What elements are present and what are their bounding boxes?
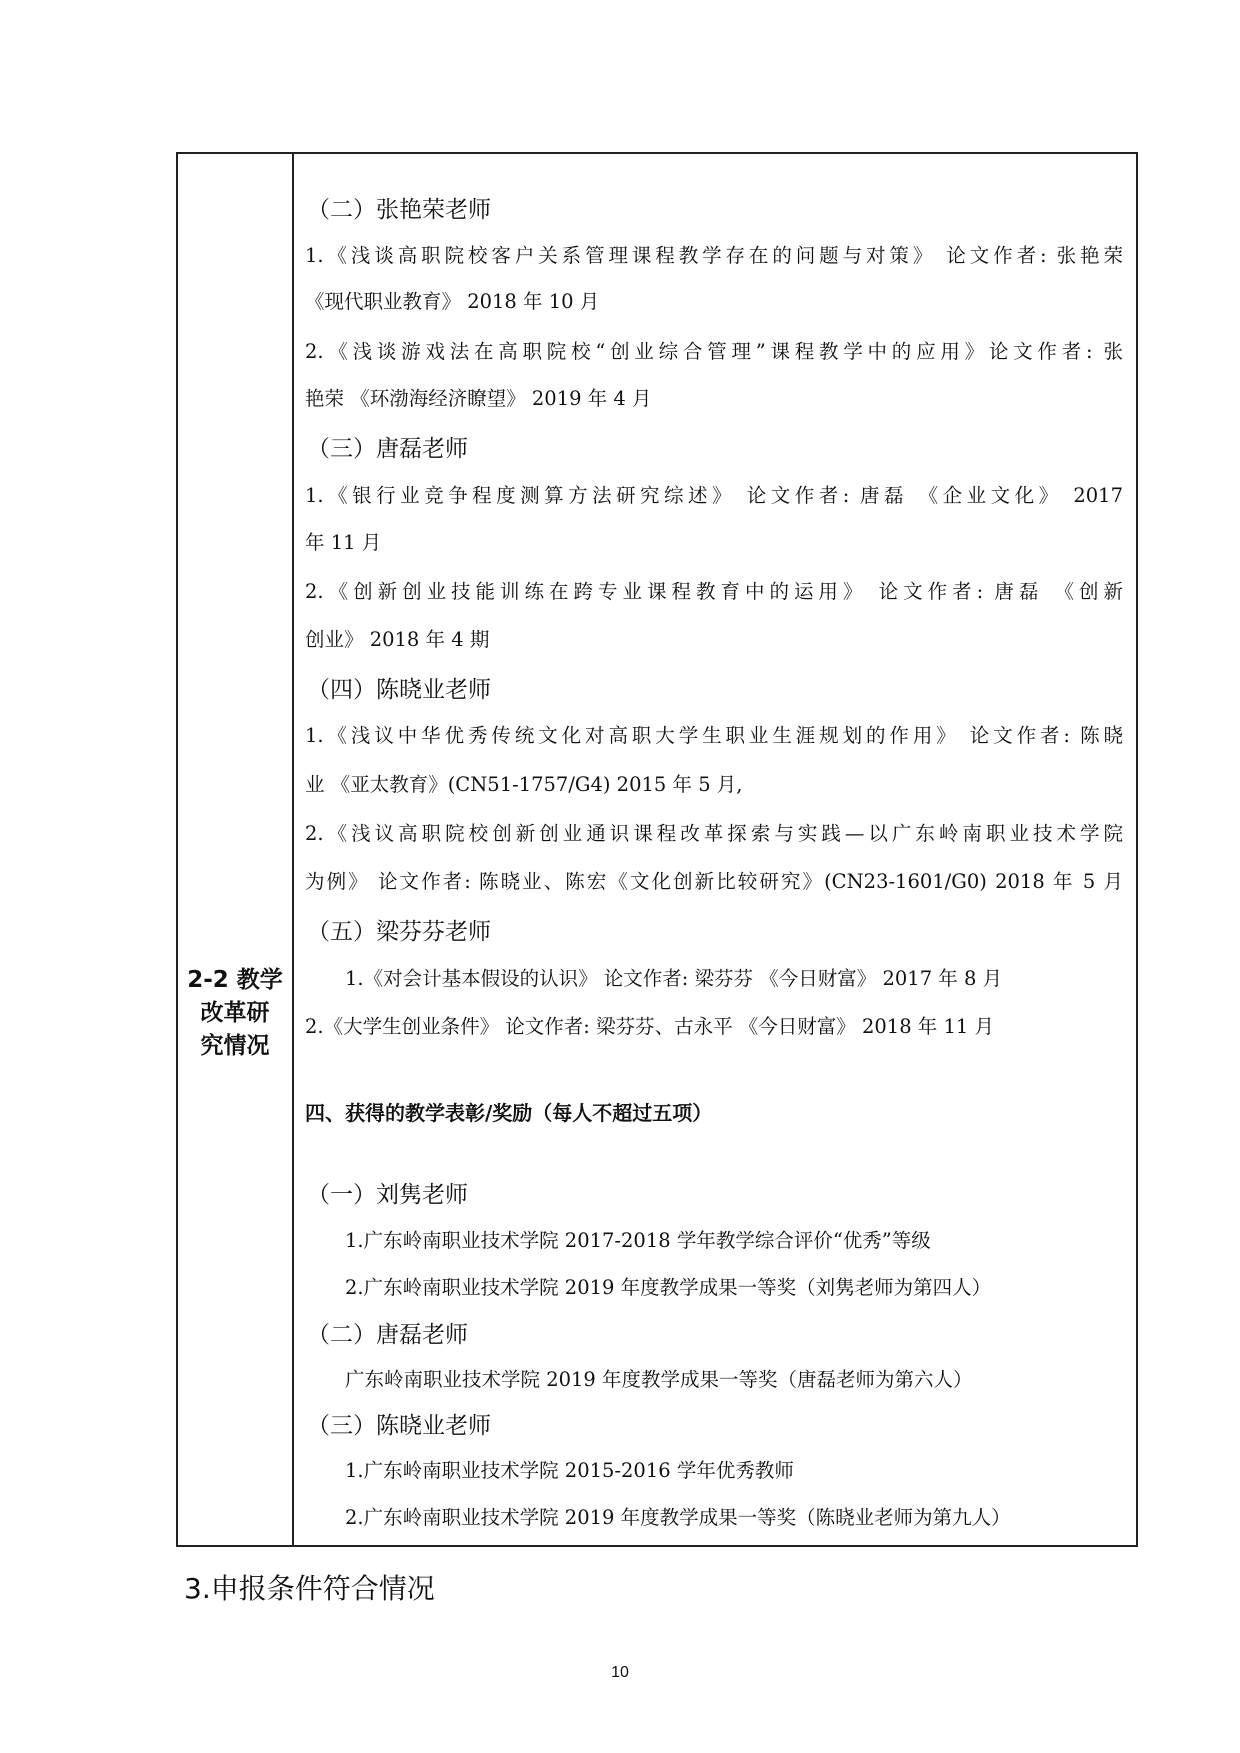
row-label-teaching-reform <box>178 964 292 1063</box>
page-number: 10 <box>611 1664 629 1681</box>
paper-chen-2-line1: 2.《浅议高职院校创新创业通识课程改革探索与实践—以广东岭南职业技术学院 <box>305 822 1123 845</box>
awards-section-title: 四、获得的教学表彰/奖励（每人不超过五项） <box>305 1101 713 1125</box>
award-heading-chen: （三）陈晓业老师 <box>307 1413 491 1439</box>
award-tang-1: 广东岭南职业技术学院 2019 年度教学成果一等奖（唐磊老师为第六人） <box>345 1368 973 1391</box>
row-label-line: 2-2 教学 <box>187 967 283 993</box>
paper-chen-2-line2: 为例》 论文作者: 陈晓业、陈宏《文化创新比较研究》(CN23-1601/G0) 2018 年 5 月 <box>305 870 1123 893</box>
paper-tang-2-line2: 创业》 2018 年 4 期 <box>305 628 490 651</box>
paper-zhang-1-line1: 1.《浅谈高职院校客户关系管理课程教学存在的问题与对策》 论文作者: 张艳荣 <box>305 244 1123 267</box>
section-heading-3: 3.申报条件符合情况 <box>184 1572 435 1605</box>
award-liu-1: 1.广东岭南职业技术学院 2017-2018 学年教学综合评价“优秀”等级 <box>345 1229 931 1252</box>
award-chen-1: 1.广东岭南职业技术学院 2015-2016 学年优秀教师 <box>345 1459 794 1482</box>
award-chen-2: 2.广东岭南职业技术学院 2019 年度教学成果一等奖（陈晓业老师为第九人） <box>345 1506 1011 1529</box>
row-label-line: 改革研 <box>200 1000 270 1026</box>
paper-liang-1: 1.《对会计基本假设的认识》 论文作者: 梁芬芬 《今日财富》 2017 年 8 月 <box>345 967 1003 990</box>
award-heading-liu: （一）刘隽老师 <box>307 1182 468 1208</box>
paper-tang-1-line1: 1.《银行业竞争程度测算方法研究综述》 论文作者: 唐磊 《企业文化》 2017 <box>305 484 1123 507</box>
paper-zhang-2-line1: 2.《浅谈游戏法在高职院校“创业综合管理”课程教学中的应用》论文作者: 张 <box>305 340 1123 363</box>
column-divider <box>292 154 294 1545</box>
award-liu-2: 2.广东岭南职业技术学院 2019 年度教学成果一等奖（刘隽老师为第四人） <box>345 1276 992 1299</box>
paper-zhang-1-line2: 《现代职业教育》 2018 年 10 月 <box>305 290 600 313</box>
teacher-heading-tang: （三）唐磊老师 <box>307 436 468 462</box>
paper-chen-1-line1: 1.《浅议中华优秀传统文化对高职大学生职业生涯规划的作用》 论文作者: 陈晓 <box>305 724 1123 747</box>
paper-tang-2-line1: 2.《创新创业技能训练在跨专业课程教育中的运用》 论文作者: 唐磊 《创新 <box>305 580 1123 603</box>
paper-chen-1-line2: 业 《亚太教育》(CN51-1757/G4) 2015 年 5 月, <box>305 773 743 796</box>
teacher-heading-zhang: （二）张艳荣老师 <box>307 197 491 223</box>
teacher-heading-chen: （四）陈晓业老师 <box>307 677 491 703</box>
paper-tang-1-line2: 年 11 月 <box>305 531 382 554</box>
row-label-line: 究情况 <box>200 1033 270 1059</box>
paper-zhang-2-line2: 艳荣 《环渤海经济瞭望》 2019 年 4 月 <box>305 387 652 410</box>
teacher-heading-liang: （五）梁芬芬老师 <box>307 919 491 945</box>
award-heading-tang: （二）唐磊老师 <box>307 1322 468 1348</box>
paper-liang-2: 2.《大学生创业条件》 论文作者: 梁芬芬、古永平 《今日财富》 2018 年 11 月 <box>305 1015 995 1038</box>
